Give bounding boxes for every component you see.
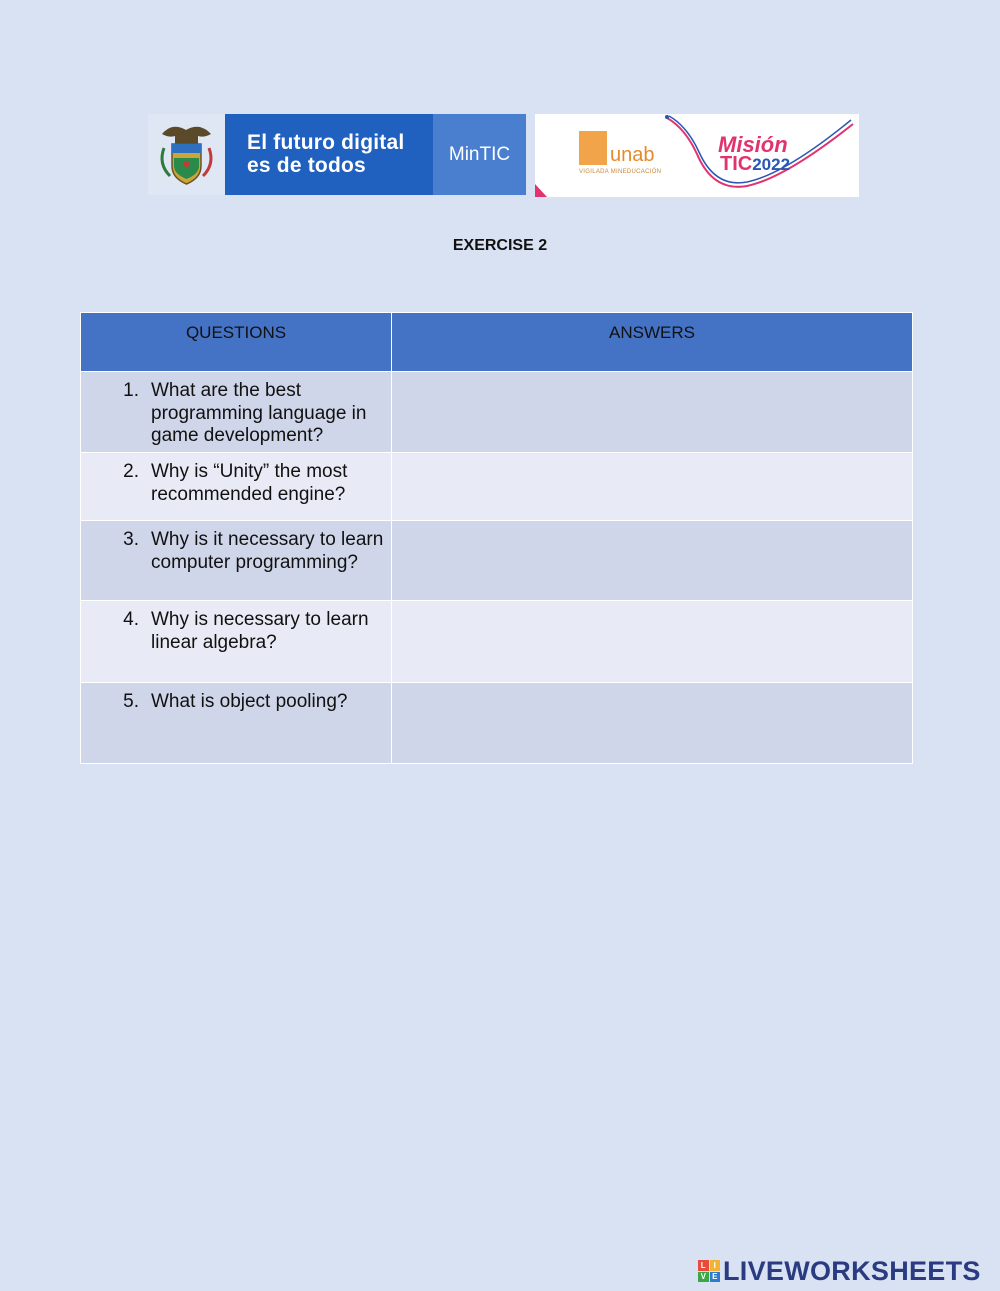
slogan-line-2: es de todos bbox=[247, 154, 366, 177]
answer-cell[interactable] bbox=[392, 683, 913, 764]
header-questions: QUESTIONS bbox=[81, 313, 392, 372]
liveworksheets-logo-icon bbox=[698, 1260, 720, 1282]
mintic-logo: MinTIC bbox=[433, 114, 526, 195]
mision-logo-line1: Misión bbox=[718, 132, 788, 157]
question-number: 4. bbox=[123, 609, 139, 630]
liveworksheets-brand: LIVEWORKSHEETS bbox=[723, 1255, 981, 1286]
logo-letter: L bbox=[698, 1260, 709, 1271]
question-cell bbox=[81, 453, 392, 521]
unab-subtitle: VIGILADA MINEDUCACIÓN bbox=[579, 169, 662, 175]
answer-cell[interactable] bbox=[392, 372, 913, 453]
crest-icon bbox=[148, 114, 225, 195]
question-cell bbox=[81, 601, 392, 683]
answer-cell[interactable] bbox=[392, 453, 913, 521]
unab-logo-text: unab bbox=[610, 144, 655, 166]
question-cell bbox=[81, 372, 392, 453]
question-number: 2. bbox=[123, 461, 139, 482]
logo-letter: I bbox=[710, 1260, 721, 1271]
question-cell bbox=[81, 521, 392, 601]
table-header-row bbox=[81, 313, 913, 372]
answer-cell[interactable] bbox=[392, 601, 913, 683]
question-number: 5. bbox=[123, 691, 139, 712]
page-title: EXERCISE 2 bbox=[452, 237, 548, 254]
mision-logo-line2 bbox=[720, 153, 790, 176]
question-text: Why is it necessary to learn computer programming? bbox=[151, 529, 384, 573]
logo-letter: V bbox=[698, 1272, 709, 1283]
question-number: 1. bbox=[123, 380, 139, 401]
answer-cell[interactable] bbox=[392, 521, 913, 601]
table-row bbox=[81, 683, 913, 764]
mision-year: 2022 bbox=[752, 155, 791, 174]
slogan-line-1: El futuro digital bbox=[247, 131, 405, 154]
table-row bbox=[81, 601, 913, 683]
question-text: What is object pooling? bbox=[151, 691, 348, 712]
partner-logos bbox=[535, 114, 859, 197]
question-text: What are the best programming language in game development? bbox=[151, 380, 367, 446]
slogan-panel bbox=[225, 114, 433, 195]
logo-letter: E bbox=[710, 1272, 721, 1283]
mision-tic: TIC bbox=[720, 153, 753, 175]
coat-of-arms-logo bbox=[148, 114, 225, 195]
unab-building-icon bbox=[579, 131, 607, 165]
question-text: Why is “Unity” the most recommended engine? bbox=[151, 461, 348, 505]
table-row bbox=[81, 453, 913, 521]
question-text: Why is necessary to learn linear algebra? bbox=[151, 609, 369, 653]
question-number: 3. bbox=[123, 529, 139, 550]
questions-table bbox=[80, 312, 913, 764]
question-cell bbox=[81, 683, 392, 764]
liveworksheets-footer[interactable] bbox=[698, 1257, 981, 1285]
table-row bbox=[81, 521, 913, 601]
header-answers: ANSWERS bbox=[392, 313, 913, 372]
table-row bbox=[81, 372, 913, 453]
header-banner bbox=[148, 114, 859, 197]
